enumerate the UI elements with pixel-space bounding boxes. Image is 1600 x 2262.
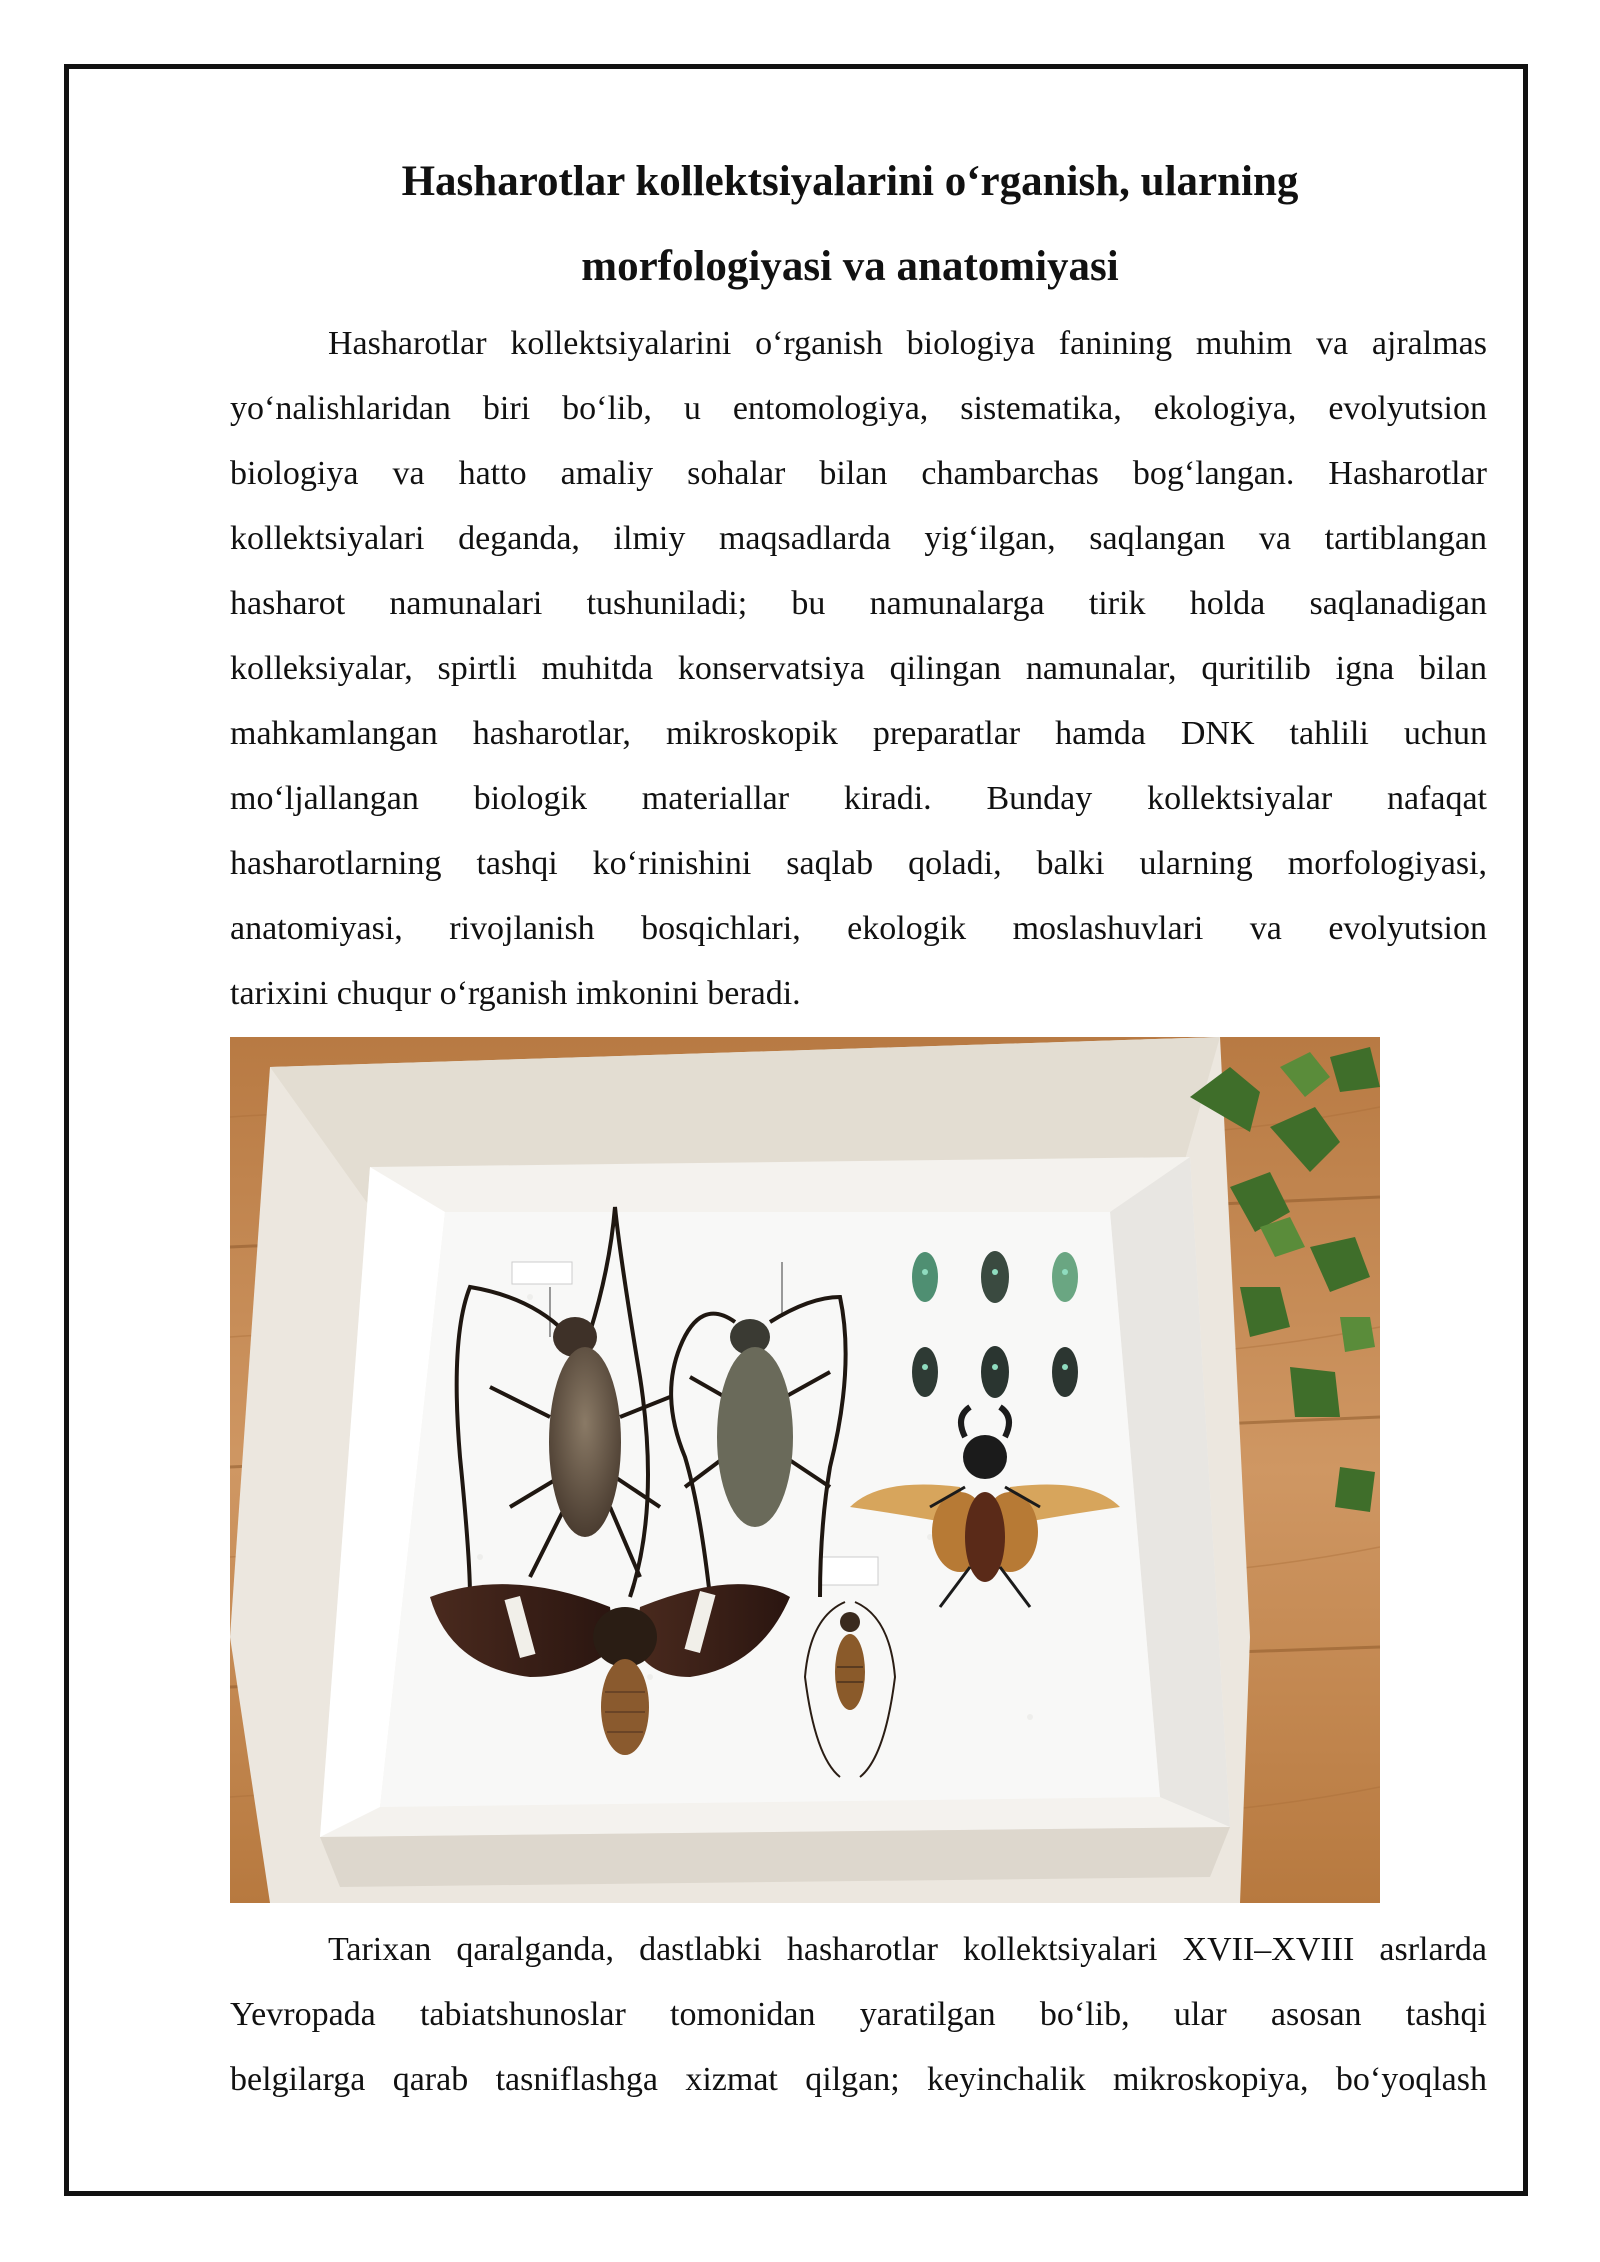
insect-collection-photo [230,1037,1380,1903]
paragraph-1-line: mo‘ljallangan biologik materiallar kiradi. Bunday kollektsiyalar nafaqat [230,780,1487,817]
paragraph-1-line: Hasharotlar kollektsiyalarini o‘rganish biologiya fanining muhim va ajralmas [328,325,1487,362]
paragraph-1-line: tarixini chuqur o‘rganish imkonini beradi. [230,975,801,1012]
paragraph-1-line: anatomiyasi, rivojlanish bosqichlari, ekologik moslashuvlari va evolyutsion [230,910,1487,947]
paragraph-1-line: hasharot namunalari tushuniladi; bu namunalarga tirik holda saqlanadigan [230,585,1487,622]
paragraph-2-line: belgilarga qarab tasniflashga xizmat qilgan; keyinchalik mikroskopiya, bo‘yoqlash [230,2061,1487,2098]
paragraph-1-line: biologiya va hatto amaliy sohalar bilan chambarchas bog‘langan. Hasharotlar [230,455,1487,492]
paragraph-2-line: Yevropada tabiatshunoslar tomonidan yaratilgan bo‘lib, ular asosan tashqi [230,1996,1487,2033]
paragraph-1-line: kolleksiyalar, spirtli muhitda konservatsiya qilingan namunalar, quritilib igna bilan [230,650,1487,687]
paragraph-2-line: Tarixan qaralganda, dastlabki hasharotlar kollektsiyalari XVII–XVIII asrlarda [328,1931,1487,1968]
paragraph-2 [230,1917,1487,2112]
document-title-line-2: morfologiyasi va anatomiyasi [581,243,1119,290]
document-title-line-1: Hasharotlar kollektsiyalarini o‘rganish, ularning [401,158,1299,205]
paragraph-1-line: kollektsiyalari deganda, ilmiy maqsadlarda yig‘ilgan, saqlangan va tartiblangan [230,520,1487,557]
paragraph-1-line: hasharotlarning tashqi ko‘rinishini saqlab qoladi, balki ularning morfologiyasi, [230,845,1487,882]
paragraph-1 [230,311,1487,1026]
paragraph-1-line: yo‘nalishlaridan biri bo‘lib, u entomologiya, sistematika, ekologiya, evolyutsion [230,390,1487,427]
paragraph-1-line: mahkamlangan hasharotlar, mikroskopik preparatlar hamda DNK tahlili uchun [230,715,1487,752]
